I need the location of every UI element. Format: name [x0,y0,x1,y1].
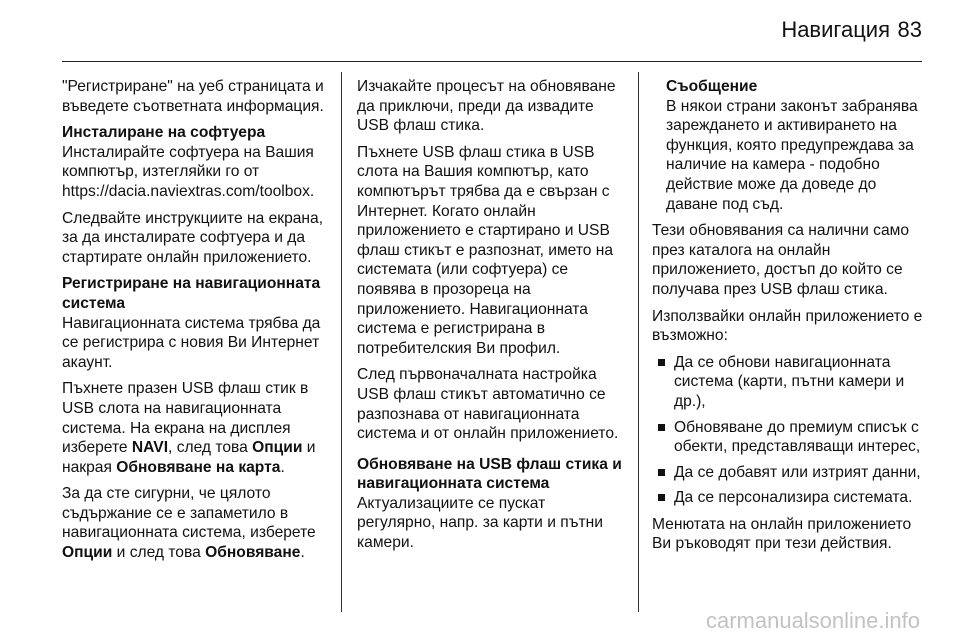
bullet-icon [658,359,665,366]
paragraph: След първоначалната настройка USB флаш стикът автоматично се разпознава от навигационната система и от онлайн приложението. [357,366,619,443]
section-heading: Инсталиране на софтуера [62,124,266,142]
list-item [652,353,924,412]
section-install-software [62,123,330,201]
page-title: Навигация [781,17,890,42]
bullet-icon [658,469,665,476]
menu-term-options: Опции [252,439,303,457]
text: . [280,458,285,476]
paragraph [62,379,330,477]
paragraph: Тези обновявания са налични само през каталога на онлайн приложението, достъп до който се получава през USB флаш стика. [652,222,910,298]
paragraph: Следвайте инструкциите на екрана, за да инсталирате софтуера и да стартирате онлайн приложението. [62,209,324,266]
section-update-usb [357,455,625,553]
page-header [0,0,960,62]
list-item-text: Да се обнови навигационната система (карти, пътни камери и др.), [674,353,905,410]
section-heading: Обновяване на USB флаш стика и навигационната система [357,455,622,493]
bullet-icon [658,424,665,431]
notice-text: В някои страни законът забранява зареждането и активирането на функция, която предупреждава за наличие на камера - подобно действие може да доведе до даване под съд. [666,97,918,213]
paragraph-text: Актуализациите се пускат регулярно, напр. за карти и пътни камери. [357,494,603,552]
menu-term-navi: NAVI [131,439,169,457]
section-register-system [62,274,330,372]
list-item [652,463,924,483]
paragraph: Използвайки онлайн приложението е възможно: [652,307,923,345]
paragraph-text: Инсталирайте софтуера на Вашия компютър, изтегляйки го от https://dacia.naviextras.com/toolbox. [62,143,315,200]
text: Пъхнете празен USB флаш стик в USB слота на навигационната система. На екрана на дисплея изберете [62,380,309,457]
column-2 [357,77,625,560]
text: и накрая [62,439,316,476]
list-item-text: Да се добавят или изтрият данни, [674,463,921,481]
column-divider-1 [341,72,342,612]
header-divider [62,61,922,62]
notice-title: Съобщение [666,78,758,95]
menu-term-update-map: Обновяване на карта [116,458,281,476]
text: . [300,544,305,562]
column-1 [62,77,330,570]
text: , след това [168,439,253,457]
list-item [652,488,924,508]
page-number: 83 [897,17,922,42]
bullet-list [652,353,924,508]
paragraph: Изчакайте процесът на обновяване да приключи, преди да извадите USB флаш стика. [357,78,616,135]
menu-term-update: Обновяване [205,544,301,562]
list-item-text: Да се персонализира системата. [674,489,913,507]
menu-term-options: Опции [62,544,113,562]
notice-box [652,77,924,214]
paragraph [62,484,330,562]
list-item [652,418,924,457]
column-divider-2 [638,72,639,612]
bullet-icon [658,494,665,501]
list-item-text: Обновяване до премиум списък с обекти, представляващи интерес, [674,418,921,456]
watermark: carmanualsonline.info [705,608,920,633]
section-heading: Регистриране на навигационната система [62,275,321,312]
paragraph: Менютата на онлайн приложението Ви ръководят при тези действия. [652,515,912,553]
column-3 [652,77,924,561]
text: и след това [112,544,206,562]
paragraph: Пъхнете USB флаш стика в USB слота на Вашия компютър, като компютърът трябва да е свързан с Интернет. Когато онлайн приложението е стартирано и USB флаш стикът е разпознат, името на системата (или софтуера) се появява в прозореца на приложението. Навигационната система е регистрирана в потребителския Ви профил. [357,143,614,357]
paragraph: "Регистриране" на уеб страницата и въведете съответната информация. [62,78,324,115]
text: За да сте сигурни, че цялото съдържание се е запаметило в навигационната система, изберете [62,485,316,542]
paragraph-text: Навигационната система трябва да се регистрира с новия Ви Интернет акаунт. [62,314,321,371]
